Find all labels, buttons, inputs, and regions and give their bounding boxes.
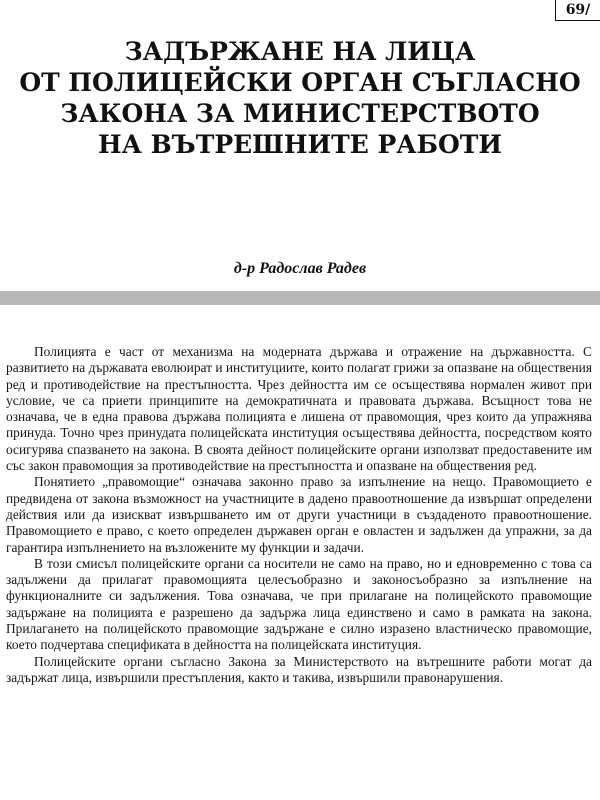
paragraph: Понятието „правомощие“ означава законно право за изпълнение на нещо. Правомощието е предвидена от закона възможност на участниците в дадено правоотношение да извършат определени действия или да изискват извършването им от други участници в създаденото правоотношение. Правомощието е право, с което определен държавен орган е овластен и задължен да упражни, за да гарантира изпълнението на възложените му функции и задачи.	[6, 474, 592, 555]
article-body	[6, 344, 592, 686]
paragraph: Полицията е част от механизма на модерната държава и отражение на държавността. С развитието на държавата еволюират и институциите, които полагат грижи за опазване на обществения ред и противодействие на престъпността. Чрез дейността им се осъществява нормален живот при условие, че са приети принципите на демократичната и правовата държава. Всъщност това не означава, че в една правова държава полицията е лишена от правомощия, чрез които да упражнява принуда. Точно чрез принудата полицейската институция осъществява дейността, посредством която осигурява спазването на закона. В своята дейност полицейските органи използват предоставените им със закон правомощия за противодействие на престъпността и опазване на обществения ред.	[6, 344, 592, 474]
title-line: ЗАДЪРЖАНЕ НА ЛИЦА	[124, 37, 476, 66]
section-divider	[0, 291, 600, 305]
title-line: НА ВЪТРЕШНИТЕ РАБОТИ	[97, 130, 503, 159]
author-name: д-р Радослав Радев	[233, 260, 367, 277]
article-title	[0, 36, 600, 160]
paragraph: В този смисъл полицейските органи са носители не само на право, но и едновременно с това са задължени да прилагат правомощията целесъобразно и законосъобразно за изпълнение на функционалните си задължения. Това означава, че при прилагане на полицейското правомощие задържане на полицията е разрешено да задържа лица единствено и само в рамката на закона. Прилагането на полицейското правомощие задържане е силно изразено властническо правомощие, което подчертава спецификата в дейността на полицейската институция.	[6, 555, 592, 653]
page-number: 69/	[555, 0, 600, 21]
title-line: ЗАКОНА ЗА МИНИСТЕРСТВОТО	[60, 99, 540, 128]
title-line: ОТ ПОЛИЦЕЙСКИ ОРГАН СЪГЛАСНО	[19, 68, 581, 97]
paragraph: Полицейските органи съгласно Закона за Министерството на вътрешните работи могат да задържат лица, извършили престъпления, както и такива, извършили правонарушения.	[6, 653, 592, 685]
